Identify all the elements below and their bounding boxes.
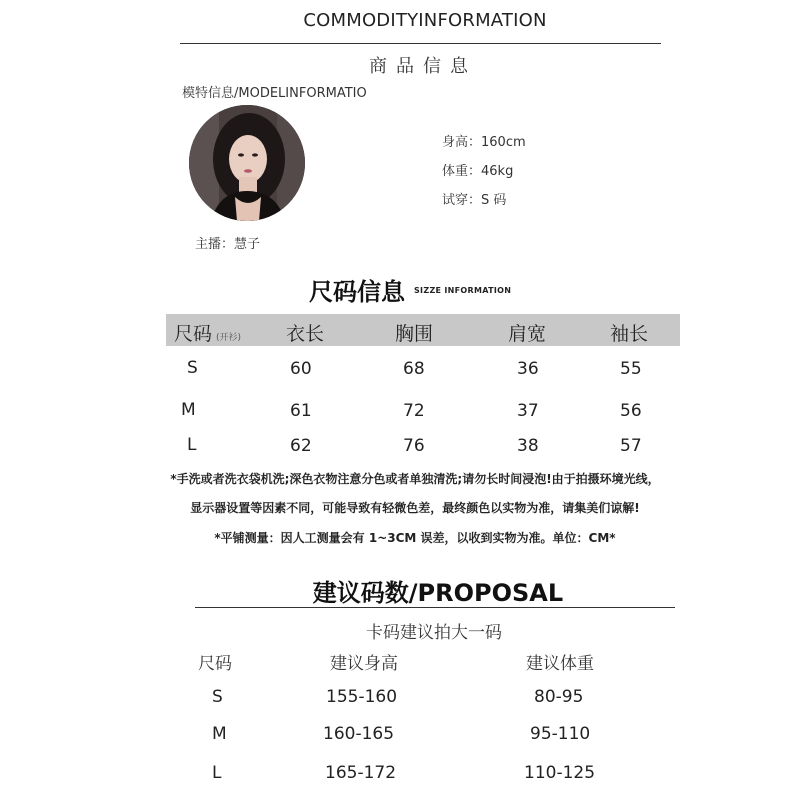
table-cell: 38: [517, 436, 539, 456]
proposal-height: 160-165: [323, 724, 395, 744]
proposal-size: L: [212, 763, 222, 783]
proposal-subtitle: 卡码建议拍大一码: [366, 623, 502, 643]
table-cell: 60: [290, 359, 312, 379]
proposal-header-size: 尺码: [198, 654, 232, 674]
proposal-size: M: [212, 724, 227, 744]
proposal-height: 155-160: [326, 687, 398, 707]
spec-weight: [442, 160, 513, 179]
size-header-note: (开衫): [216, 333, 242, 343]
color-note: 显示器设置等因素不同，可能导致有轻微色差，最终颜色以实物为准，请集美们谅解!: [190, 501, 640, 515]
table-cell: 68: [403, 359, 425, 379]
proposal-divider: [195, 607, 675, 608]
size-row-label: L: [187, 435, 197, 455]
care-note: *手洗或者洗衣袋机洗;深色衣物注意分色或者单独清洗;请勿长时间浸泡!由于拍摄环境光线，: [170, 472, 660, 486]
size-info-subtitle: SIZZE INFORMATION: [414, 286, 512, 295]
proposal-weight: 80-95: [534, 687, 584, 707]
proposal-header-weight: 建议体重: [526, 654, 594, 674]
size-row-label: S: [187, 358, 198, 378]
column-header-shoulder: 肩宽: [508, 323, 547, 345]
size-header-main: 尺码: [174, 323, 213, 345]
model-photo: [189, 105, 305, 221]
table-cell: 55: [620, 359, 642, 379]
table-cell: 36: [517, 359, 539, 379]
proposal-header-height: 建议身高: [330, 654, 398, 674]
model-avatar: [189, 105, 305, 221]
model-info-label: 模特信息/MODELINFORMATIO: [182, 86, 367, 101]
spec-value: S 码: [481, 193, 507, 208]
host-label: 主播：慧子: [195, 237, 261, 252]
size-column-header: [174, 319, 241, 346]
proposal-size: S: [212, 687, 223, 707]
spec-value: 46kg: [481, 164, 514, 179]
column-header-length: 衣长: [286, 323, 325, 345]
table-cell: 72: [403, 401, 425, 421]
column-header-sleeve: 袖长: [610, 323, 649, 345]
page-subtitle: 商品信息: [369, 56, 477, 77]
size-info-title: 尺码信息: [309, 278, 405, 306]
measurement-note: *平铺测量：因人工测量会有 1~3CM 误差，以收到实物为准。单位：CM*: [214, 531, 616, 545]
column-header-chest: 胸围: [395, 323, 434, 345]
proposal-height: 165-172: [325, 763, 397, 783]
table-cell: 76: [403, 436, 425, 456]
spec-value: 160cm: [481, 135, 526, 150]
table-cell: 61: [290, 401, 312, 421]
spec-tryon-size: [442, 189, 506, 208]
table-cell: 57: [620, 436, 642, 456]
size-row-label: M: [181, 400, 196, 420]
table-cell: 62: [290, 436, 312, 456]
proposal-weight: 110-125: [524, 763, 596, 783]
proposal-weight: 95-110: [530, 724, 591, 744]
table-cell: 37: [517, 401, 539, 421]
table-cell: 56: [620, 401, 642, 421]
spec-label: 身高：: [442, 135, 482, 150]
header-divider: [180, 43, 661, 44]
page-title: COMMODITYINFORMATION: [303, 10, 547, 31]
spec-height: [442, 131, 526, 150]
spec-label: 试穿：: [442, 193, 482, 208]
proposal-title: 建议码数/PROPOSAL: [312, 579, 564, 607]
spec-label: 体重：: [442, 164, 482, 179]
